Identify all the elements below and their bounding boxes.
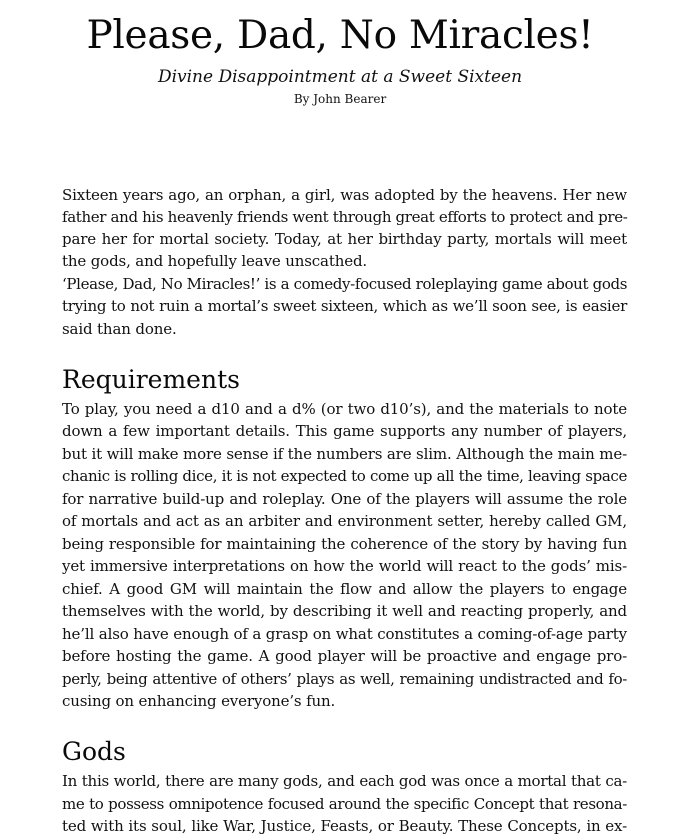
text-line: before hosting the game. A good player will be proactive and engage pro- <box>62 647 627 665</box>
text-line: said than done. <box>62 320 177 338</box>
section-heading-requirements: Requirements <box>62 365 240 394</box>
document-title: Please, Dad, No Miracles! <box>86 13 594 58</box>
text-line: the gods, and hopefully leave unscathed. <box>62 252 368 270</box>
text-line: ‘Please, Dad, No Miracles!’ is a comedy-focused roleplaying game about gods <box>62 275 628 293</box>
text-line: yet immersive interpretations on how the world will react to the gods’ mis- <box>62 557 627 575</box>
text-line: themselves with the world, by describing it well and reacting properly, and <box>62 602 627 620</box>
text-line: perly, being attentive of others’ plays as well, remaining undistracted and fo- <box>62 670 627 688</box>
text-line: Sixteen years ago, an orphan, a girl, was adopted by the heavens. Her new <box>62 186 627 204</box>
text-line: he’ll also have enough of a grasp on what constitutes a coming-of-age party <box>62 625 627 643</box>
text-line: being responsible for maintaining the coherence of the story by having fun <box>62 535 627 553</box>
text-line: of mortals and act as an arbiter and environment setter, hereby called GM, <box>62 512 627 530</box>
text-line: down a few important details. This game supports any number of players, <box>62 422 627 440</box>
text-line: me to possess omnipotence focused around the specific Concept that resona- <box>62 795 627 813</box>
text-line: chief. A good GM will maintain the flow and allow the players to engage <box>62 580 627 598</box>
text-line: To play, you need a d10 and a d% (or two d10’s), and the materials to note <box>62 400 627 418</box>
document-subtitle: Divine Disappointment at a Sweet Sixteen <box>157 67 523 87</box>
text-line: chanic is rolling dice, it is not expected to come up all the time, leaving space <box>62 467 627 485</box>
author-byline: By John Bearer <box>293 92 387 106</box>
text-line: for narrative build-up and roleplay. One of the players will assume the role <box>62 490 627 508</box>
section-heading-gods: Gods <box>62 737 126 766</box>
text-line: father and his heavenly friends went through great efforts to protect and pre- <box>62 208 628 226</box>
text-line: pare her for mortal society. Today, at her birthday party, mortals will meet <box>62 230 627 248</box>
text-line: ted with its soul, like War, Justice, Feasts, or Beauty. These Concepts, in ex- <box>62 817 627 835</box>
text-line: but it will make more sense if the numbers are slim. Although the main me- <box>62 445 627 463</box>
text-line: trying to not ruin a mortal’s sweet sixteen, which as we’ll soon see, is easier <box>62 297 627 315</box>
text-line: cusing on enhancing everyone’s fun. <box>62 692 336 710</box>
text-line: In this world, there are many gods, and each god was once a mortal that ca- <box>62 772 627 790</box>
